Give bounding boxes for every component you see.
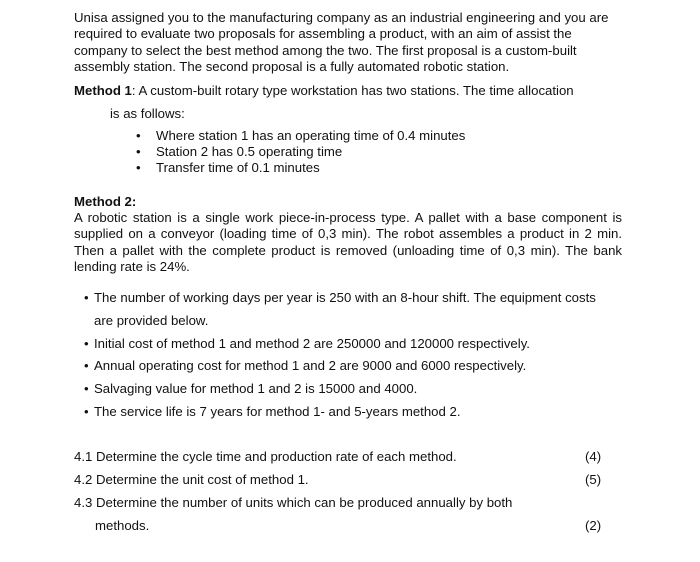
question-4-1-marks: (4) — [585, 449, 602, 464]
question-4-3-marks: (2) — [585, 518, 602, 533]
list-item: • Transfer time of 0.1 minutes — [136, 160, 465, 176]
method2-label: Method 2: — [74, 194, 137, 209]
list-item: • The service life is 7 years for method 1- and 5-years method 2. — [84, 401, 604, 424]
intro-paragraph: Unisa assigned you to the manufacturing company as an industrial engineering and you are required to evaluate two proposals for assembling a product, with an aim of assist the company to select the best method among the two. The first proposal is a custom-built assembly station. The second proposal is a fully automated robotic station. — [74, 10, 609, 75]
method1-line2: is as follows: — [110, 106, 185, 121]
method1-line1: : A custom-built rotary type workstation has two stations. The time allocation — [131, 83, 574, 98]
list-item: • Salvaging value for method 1 and 2 is 15000 and 4000. — [84, 378, 604, 401]
question-4-3-continued: methods. — [95, 518, 150, 533]
list-item: • Annual operating cost for method 1 and 2 are 9000 and 6000 respectively. — [84, 355, 604, 378]
question-4-2: 4.2 Determine the unit cost of method 1. — [74, 472, 309, 487]
question-4-2-marks: (5) — [585, 472, 602, 487]
list-item: • Station 2 has 0.5 operating time — [136, 144, 465, 160]
question-4-3: 4.3 Determine the number of units which can be produced annually by both — [74, 495, 513, 510]
question-4-1: 4.1 Determine the cycle time and production rate of each method. — [74, 449, 457, 464]
list-item: • The number of working days per year is 250 with an 8-hour shift. The equipment costs are provided below. — [84, 287, 604, 333]
method2-description: A robotic station is a single work piece-in-process type. A pallet with a base component is supplied on a conveyor (loading time of 0,3 min). The robot assembles a product in 2 min. Then a pallet with the complete product is removed (unloading time of 0,3 min). The bank lending rate is 24%. — [74, 210, 622, 275]
equipment-cost-list — [84, 287, 604, 424]
list-item: • Initial cost of method 1 and method 2 are 250000 and 120000 respectively. — [84, 333, 604, 356]
list-item: • Where station 1 has an operating time of 0.4 minutes — [136, 128, 465, 144]
method1-description — [74, 83, 574, 99]
method1-time-list — [136, 128, 465, 177]
method1-label: Method 1 — [74, 83, 132, 98]
